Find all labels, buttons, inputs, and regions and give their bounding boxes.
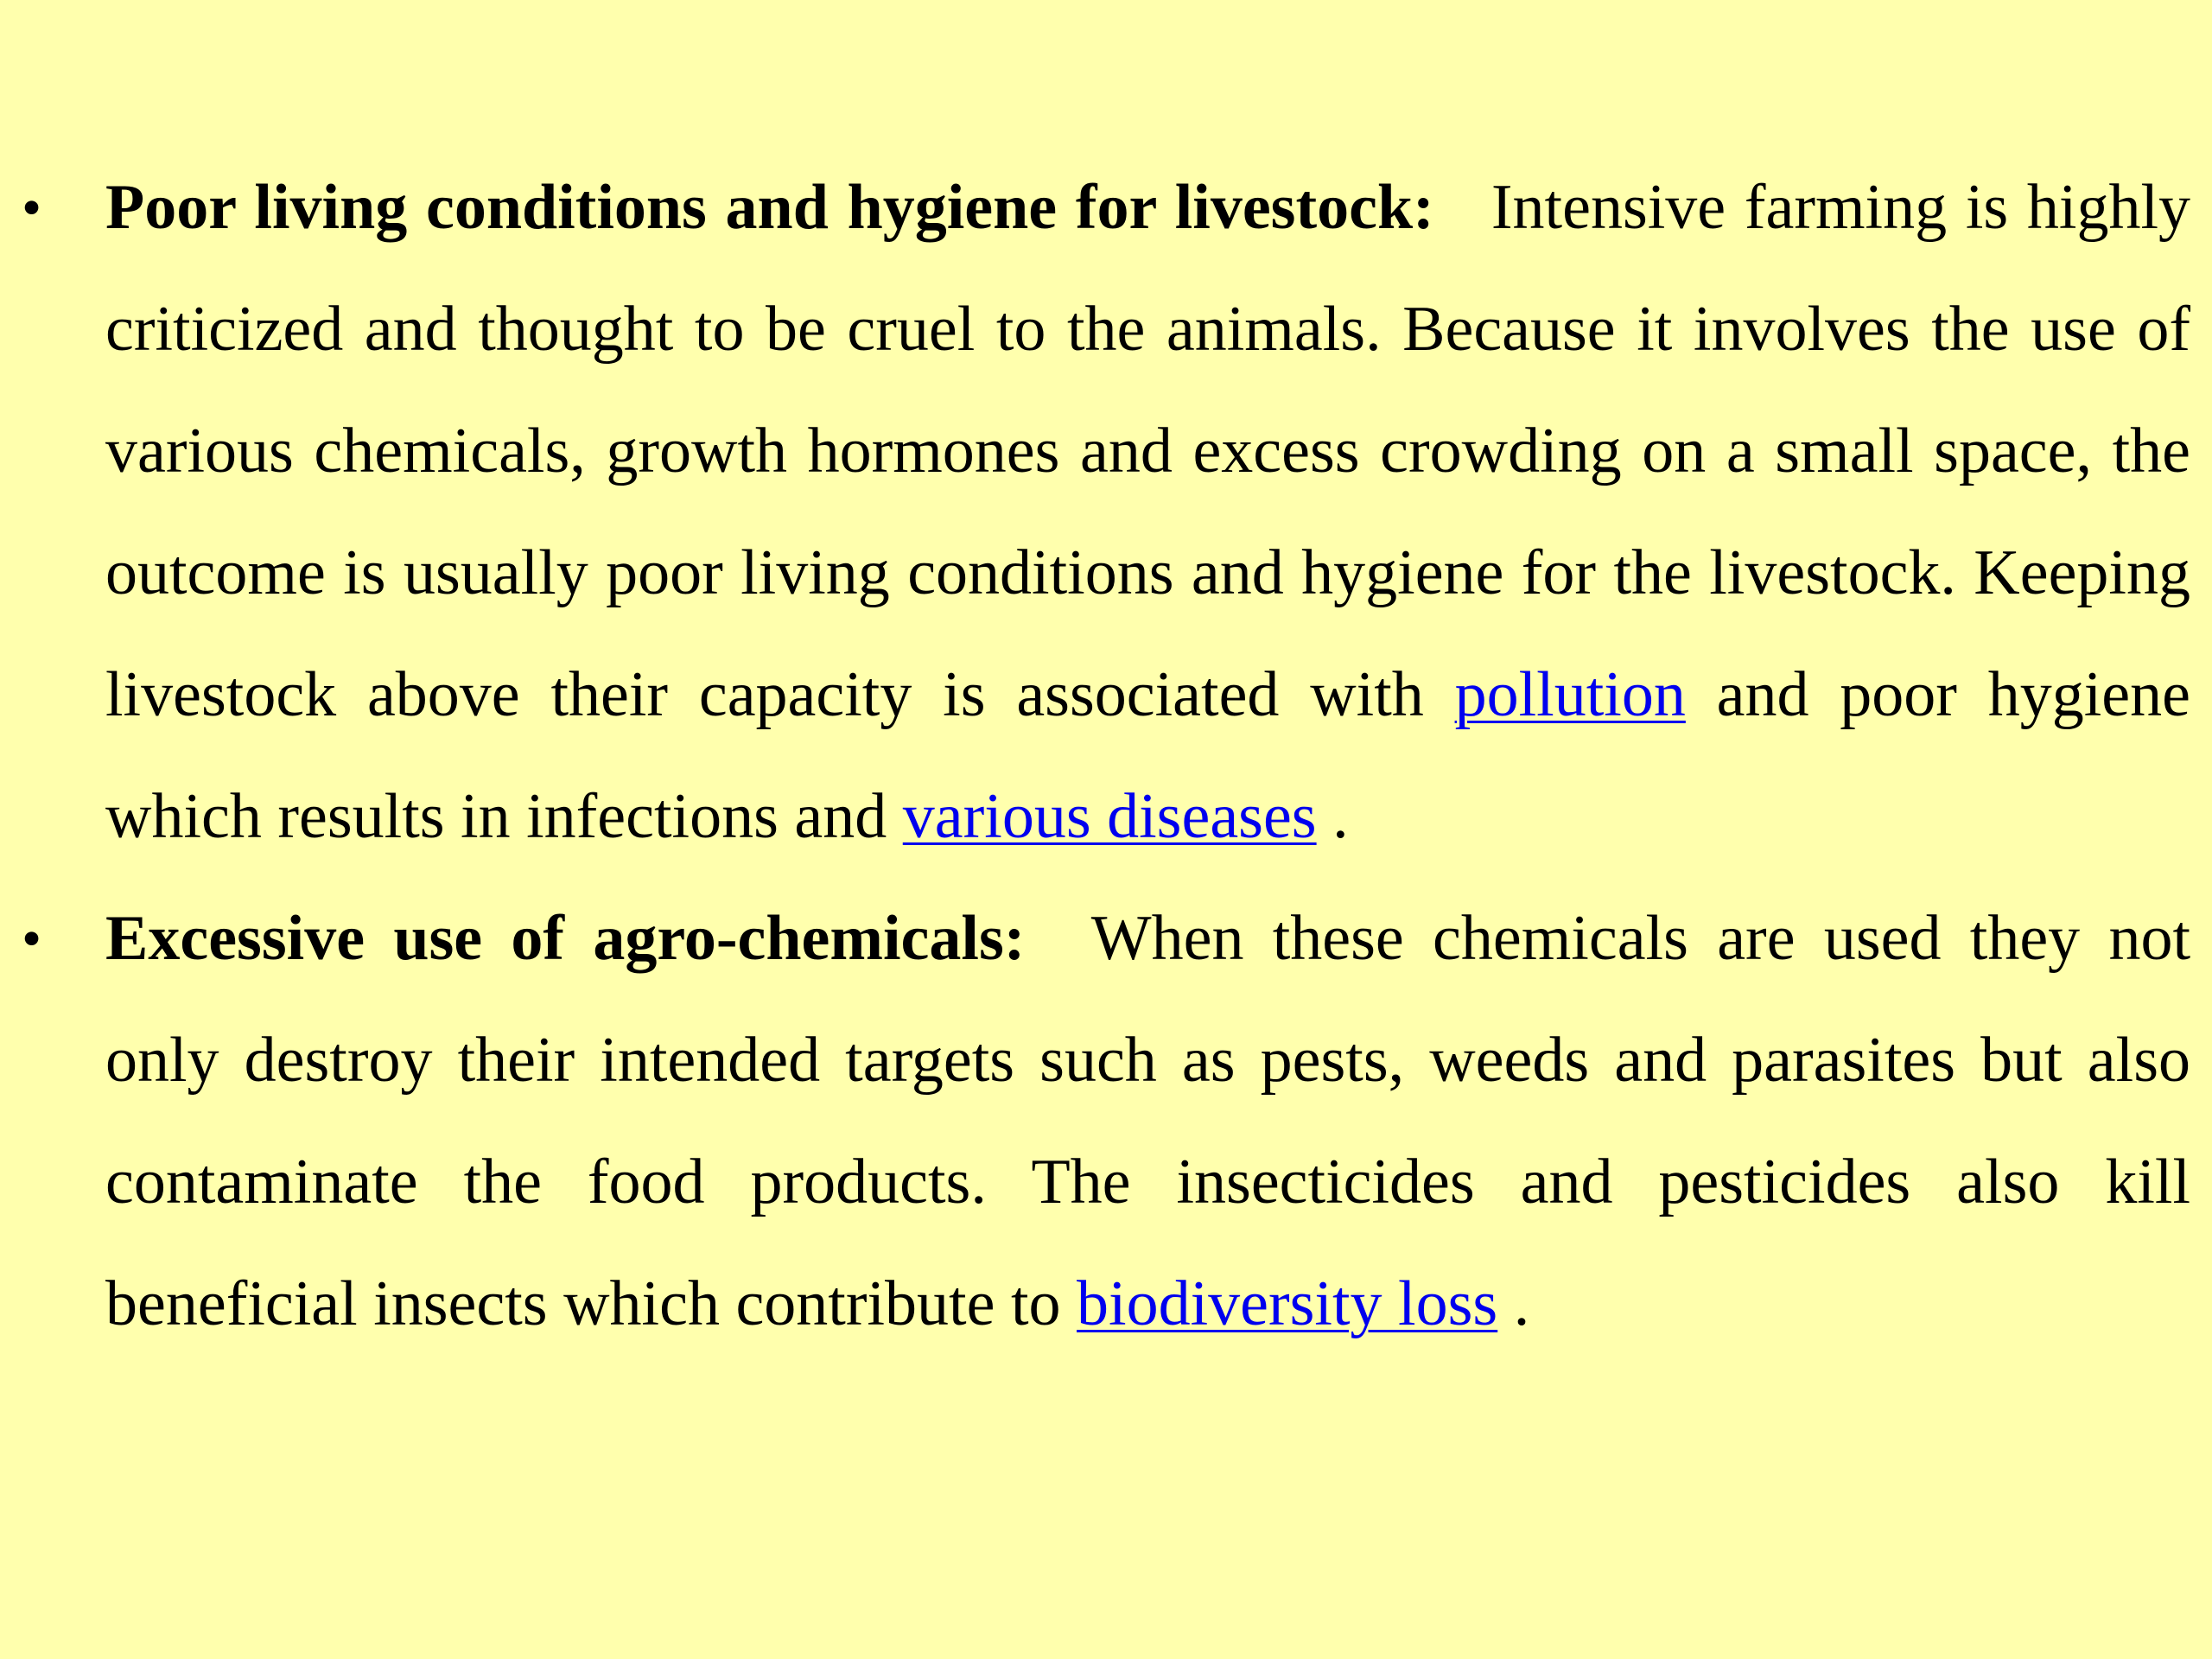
bullet-item-living-conditions [0,147,2212,878]
bullet-text: and poor hygiene which results in infections and [105,659,2190,852]
bullet-term: Excessive use of agro-chemicals: [105,903,1026,974]
pollution-link[interactable]: pollution [1454,659,1686,730]
bullet-text: When these chemicals are used they not only destroy their intended targets such as pests, weeds and parasites but also contaminate the food products. The insecticides and pesticides also kill beneficial insects which contribute to [105,903,2191,1339]
bullet-text: Intensive farming is highly criticized and thought to be cruel to the animals. Because it involves the use of various chemicals, growth hormones and excess crowding on a small space, the outcome is usually poor living conditions and hygiene for the livestock. Keeping livestock above their capacity is associated with [105,172,2191,730]
biodiversity-loss-link[interactable]: biodiversity loss [1077,1268,1498,1339]
bullet-term: Poor living conditions and hygiene for livestock: [105,172,1434,243]
bullet-marker: • [22,907,42,970]
bullet-text: . [1332,781,1349,852]
bullet-marker: • [22,176,42,239]
various-diseases-link[interactable]: various diseases [902,781,1317,852]
bullet-item-agro-chemicals [0,878,2212,1365]
bullet-text: . [1513,1268,1530,1339]
bullet-list [0,147,2212,1365]
